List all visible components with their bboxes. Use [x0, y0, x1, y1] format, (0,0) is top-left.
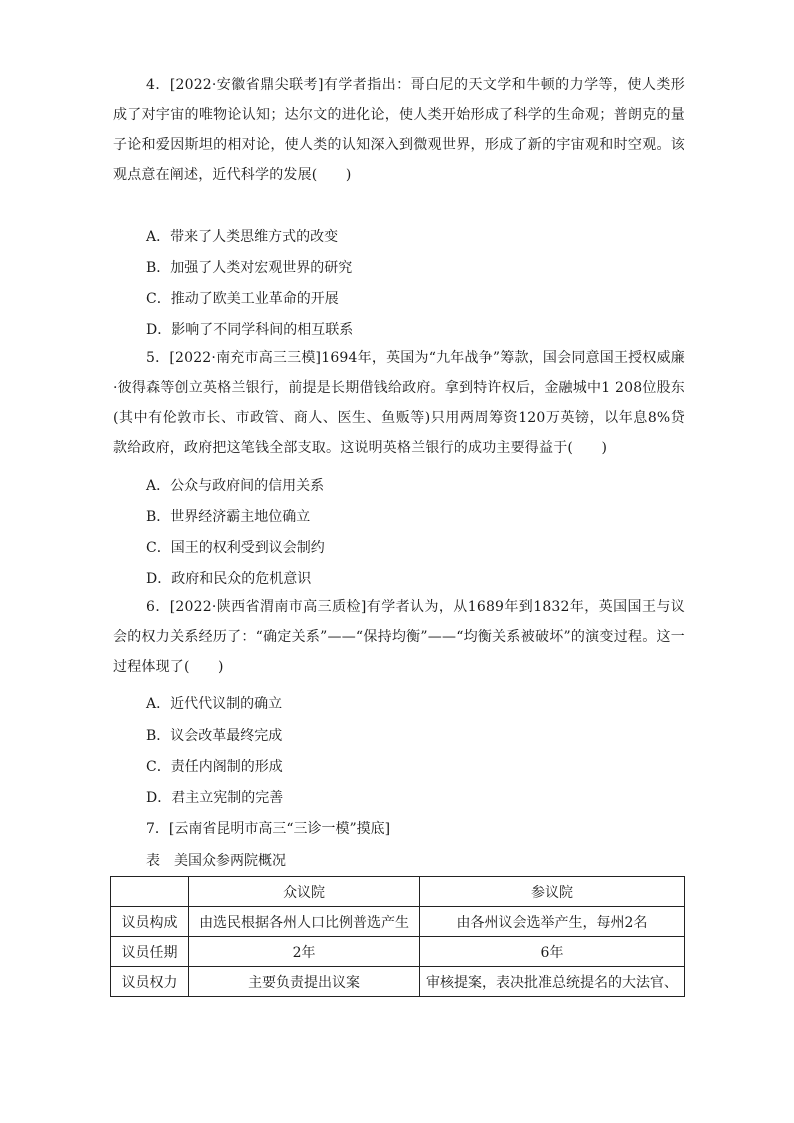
question-4-option-a: A．带来了人类思维方式的改变 — [146, 229, 339, 245]
table-cell: 议员权力 — [111, 967, 189, 997]
table-cell: 主要负责提出议案 — [189, 967, 420, 997]
question-6-option-d: D．君主立宪制的完善 — [146, 790, 284, 806]
question-5-text: 5．[2022·南充市高三三模]1694年，英国为“九年战争”筹款，国会同意国王授权威廉·彼得森等创立英格兰银行，前提是长期借钱给政府。拿到特许权后，金融城中1 208位股东(其中有伦敦市长、市政管、商人、医生、鱼贩等)只用两周筹资120万英镑，以年息8%贷款给政府，政府把这笔钱全部支取。这说明英格兰银行的成功主要得益于( ) — [113, 350, 685, 456]
table-caption: 表 美国众参两院概况 — [146, 853, 286, 869]
question-5-option-d: D．政府和民众的危机意识 — [146, 571, 312, 587]
question-5-option-b: B．世界经济霸主地位确立 — [146, 509, 311, 525]
table-row — [111, 937, 685, 967]
table-cell: 议员构成 — [111, 907, 189, 937]
table-cell: 由各州议会选举产生，每州2名 — [420, 907, 685, 937]
table-header-cell: 参议院 — [420, 877, 685, 907]
table-cell: 2年 — [189, 937, 420, 967]
question-4-text: 4．[2022·安徽省鼎尖联考]有学者指出：哥白尼的天文学和牛顿的力学等，使人类形成了对宇宙的唯物论认知；达尔文的进化论，使人类开始形成了科学的生命观；普朗克的量子论和爱因斯坦的相对论，使人类的认知深入到微观世界，形成了新的宇宙观和时空观。该观点意在阐述，近代科学的发展( ) — [113, 77, 685, 183]
question-7-text: 7．[云南省昆明市高三“三诊一模”摸底] — [146, 821, 391, 837]
question-4-option-d: D．影响了不同学科间的相互联系 — [146, 322, 354, 338]
table-header-cell: 众议院 — [189, 877, 420, 907]
question-6-option-c: C．责任内阁制的形成 — [146, 759, 283, 775]
table-cell: 议员任期 — [111, 937, 189, 967]
question-4-option-b: B．加强了人类对宏观世界的研究 — [146, 260, 353, 276]
question-6-option-a: A．近代代议制的确立 — [146, 696, 283, 712]
table-cell: 审核提案，表决批准总统提名的大法官、 — [420, 967, 685, 997]
table-cell: 6年 — [420, 937, 685, 967]
table-header-cell — [111, 877, 189, 907]
congress-table — [110, 876, 685, 997]
table-cell: 由选民根据各州人口比例普选产生 — [189, 907, 420, 937]
question-6-option-b: B．议会改革最终完成 — [146, 728, 283, 744]
table-row — [111, 967, 685, 997]
question-5-option-a: A．公众与政府间的信用关系 — [146, 478, 325, 494]
table-row — [111, 907, 685, 937]
question-6-text: 6．[2022·陕西省渭南市高三质检]有学者认为，从1689年到1832年，英国国王与议会的权力关系经历了：“确定关系”——“保持均衡”——“均衡关系被破坏”的演变过程。这一过程体现了( ) — [113, 599, 685, 675]
question-4-option-c: C．推动了欧美工业革命的开展 — [146, 291, 339, 307]
question-5-option-c: C．国王的权利受到议会制约 — [146, 540, 325, 556]
table-header-row — [111, 877, 685, 907]
